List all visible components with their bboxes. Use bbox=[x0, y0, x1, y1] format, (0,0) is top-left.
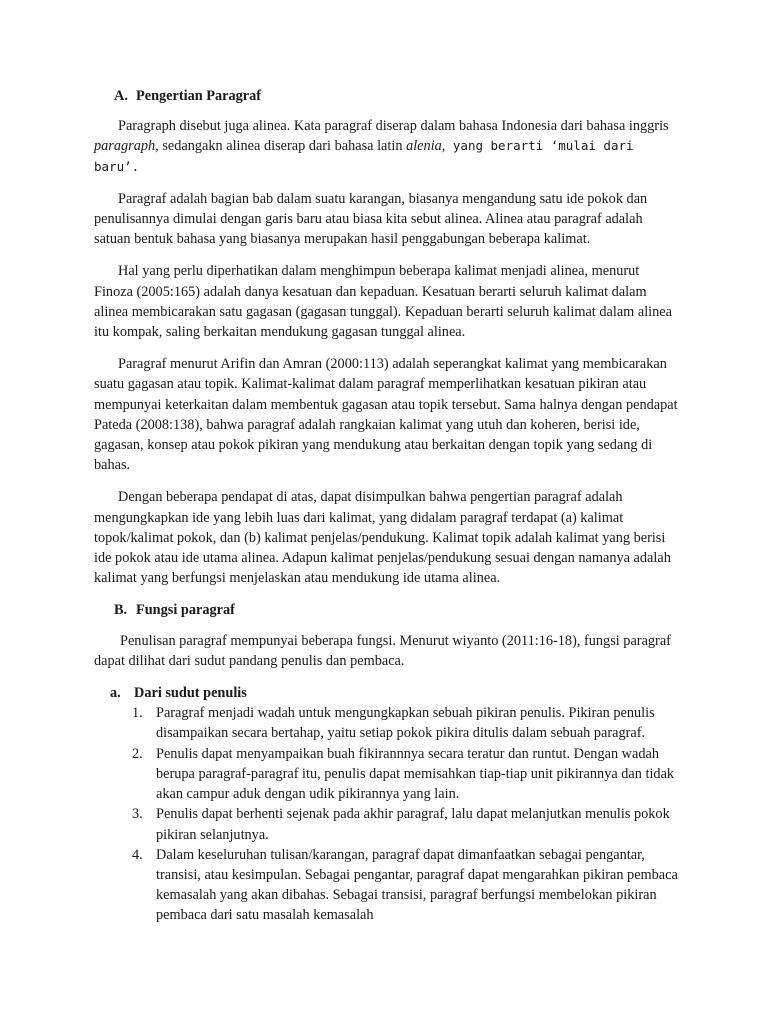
subsection-a-heading bbox=[110, 683, 680, 703]
section-b-marker: B. bbox=[114, 602, 128, 619]
section-a-paragraph-2: Paragraf adalah bagian bab dalam suatu karangan, biasanya mengandung satu ide pokok dan penulisannya dimulai dengan garis baru atau biasa kita sebut alinea. Alinea atau paragraf adalah satuan bentuk bahasa yang biasanya merupakan hasil penggabungan beberapa kalimat. bbox=[94, 190, 648, 248]
section-a-marker: A. bbox=[114, 88, 128, 104]
list-item-number: 4. bbox=[132, 846, 143, 863]
subsection-a-title: Dari sudut penulis bbox=[134, 685, 247, 702]
list-item bbox=[94, 744, 680, 805]
italic-term-paragraph: paragraph, bbox=[94, 138, 159, 155]
function-list bbox=[94, 703, 680, 925]
section-b-paragraph-1: Penulisan paragraf mempunyai beberapa fungsi. Menurut wiyanto (2011:16-18), fungsi paragraf dapat dilihat dari sudut pandang penulis dan pembaca. bbox=[94, 632, 671, 669]
section-b-heading bbox=[114, 600, 680, 620]
list-item-number: 3. bbox=[132, 806, 143, 823]
section-a-paragraph-1 bbox=[94, 116, 680, 177]
section-a-paragraph-3: Hal yang perlu diperhatikan dalam menghimpun beberapa kalimat menjadi alinea, menurut Finoza (2005:165) adalah danya kesatuan dan kepaduan. Kesatuan berarti seluruh kalimat dalam alinea membicarakan satu gagasan (gagasan tunggal). Kepaduan berarti seluruh kalimat dalam alinea itu kompak, saling berkaitan mendukung gagasan tunggal alinea. bbox=[94, 263, 672, 341]
list-item-text: Penulis dapat menyampaikan buah fikirannnya secara teratur dan runtut. Dengan wadah berupa paragraf-paragraf itu, penulis dapat memisahkan tiap-tiap unit pikirannya dan tidak akan campur aduk dengan udik pikirannya yang lain. bbox=[156, 745, 675, 803]
list-item-text: Penulis dapat berhenti sejenak pada akhir paragraf, lalu dapat melanjutkan menulis pokok pikiran selanjutnya. bbox=[156, 806, 670, 843]
paragraph-text-mono: yang berarti ‘mulai dari baru’. bbox=[94, 138, 634, 174]
section-a-heading bbox=[114, 86, 680, 106]
section-b-title: Fungsi paragraf bbox=[136, 602, 235, 619]
list-item bbox=[94, 845, 680, 926]
list-item-text: Dalam keseluruhan tulisan/karangan, paragraf dapat dimanfaatkan sebagai pengantar, transisi, atau kesimpulan. Sebagai pengantar, paragraf dapat mengarahkan pikiran pembaca kemasalah yang akan dibahas. Sebagai transisi, paragraf berfungsi membelokan pikiran pembaca dari satu masalah kemasalah bbox=[156, 846, 678, 924]
section-a-paragraph-4: Paragraf menurut Arifin dan Amran (2000:113) adalah seperangkat kalimat yang membicarakan suatu gagasan atau topik. Kalimat-kalimat dalam paragraf memperlihatkan kesatuan pikiran atau mempunyai keterkaitan dalam membentuk gagasan atau topik tersebut. Sama halnya dengan pendapat Pateda (2008:138), bahwa paragraf adalah rangkaian kalimat yang utuh dan koheren, berisi ide, gagasan, konsep atau pokok pikiran yang mendukung atau berkaitan dengan topik yang sedang di bahas. bbox=[94, 356, 678, 474]
italic-term-alenia: alenia, bbox=[406, 138, 446, 155]
document-page bbox=[94, 86, 680, 926]
list-item-number: 2. bbox=[132, 745, 143, 762]
paragraph-text: Paragraph disebut juga alinea. Kata paragraf diserap dalam bahasa Indonesia dari bahasa inggris bbox=[118, 118, 669, 135]
list-item-text: Paragraf menjadi wadah untuk mengungkapkan sebuah pikiran penulis. Pikiran penulis disampaikan secara bertahap, yaitu setiap pokok pikira ditulis dalam sebuah paragraf. bbox=[156, 705, 655, 742]
subsection-a-marker: a. bbox=[110, 685, 121, 702]
list-item bbox=[94, 703, 680, 743]
list-item-number: 1. bbox=[132, 705, 143, 722]
section-a-paragraph-5: Dengan beberapa pendapat di atas, dapat disimpulkan bahwa pengertian paragraf adalah mengungkapkan ide yang lebih luas dari kalimat, yang didalam paragraf terdapat (a) kalimat topok/kalimat pokok, dan (b) kalimat penjelas/pendukung. Kalimat topik adalah kalimat yang berisi ide pokok atau ide utama alinea. Adapun kalimat penjelas/pendukung sesuai dengan namanya adalah kalimat yang berfungsi menjelaskan atau mendukung ide utama alinea. bbox=[94, 489, 671, 587]
list-item bbox=[94, 804, 680, 844]
section-a-title: Pengertian Paragraf bbox=[136, 88, 262, 104]
paragraph-text: sedangakn alinea diserap dari bahasa latin bbox=[158, 138, 407, 155]
